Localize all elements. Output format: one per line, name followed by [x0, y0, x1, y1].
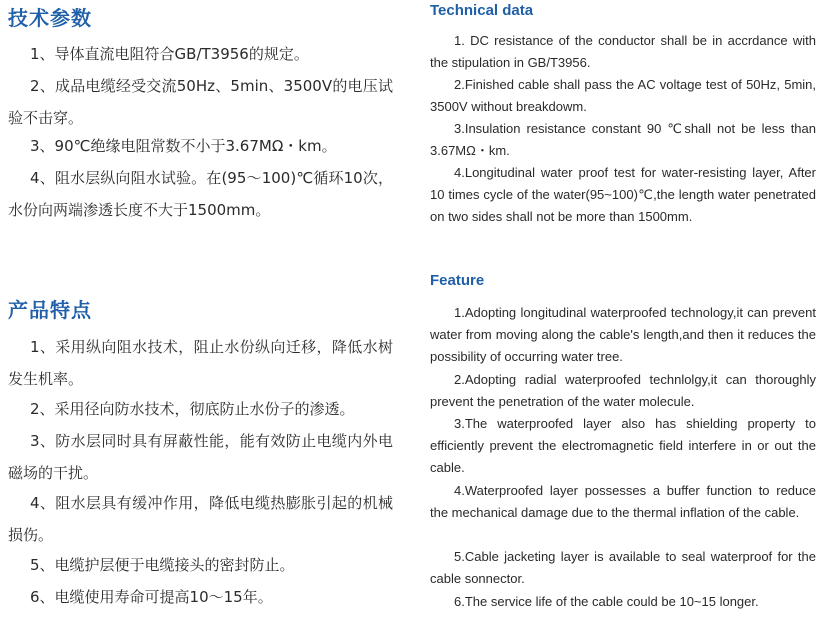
feature-item-cn: 1、采用纵向阻水技术，阻止水份纵向迁移，降低水树发生机率。 [8, 338, 393, 388]
technical-data-item-en: 4.Longitudinal water proof test for water-resisting layer, After 10 times cycle of the water(95~100)℃,the length water penetrated on two sides shall not be more than 1500mm. [430, 165, 816, 225]
feature-item-en: 6.The service life of the cable could be 10~15 longer. [454, 594, 759, 609]
technical-data-item-en: 2.Finished cable shall pass the AC voltage test of 50Hz, 5min, 3500V without breakdowm. [430, 77, 816, 115]
technical-param-item-cn: 2、成品电缆经受交流50Hz、5min、3500V的电压试验不击穿。 [8, 77, 393, 127]
technical-param-item-cn: 1、导体直流电阻符合GB/T3956的规定。 [30, 45, 309, 63]
feature-item-en: 3.The waterproofed layer also has shielding property to efficiently prevent the electromagnetic field interfere in or out the cable. [430, 416, 816, 476]
product-features-title-cn: 产品特点 [8, 298, 92, 322]
technical-param-item-cn: 3、90℃绝缘电阻常数不小于3.67MΩ・km。 [30, 137, 337, 155]
technical-params-title-cn: 技术参数 [8, 6, 92, 30]
feature-item-en: 1.Adopting longitudinal waterproofed technology,it can prevent water from moving along the cable's length,and then it reduces the possibility of occurring water tree. [430, 305, 816, 365]
feature-item-cn: 3、防水层同时具有屏蔽性能，能有效防止电缆内外电磁场的干扰。 [8, 432, 393, 482]
feature-item-cn: 4、阻水层具有缓冲作用，降低电缆热膨胀引起的机械损伤。 [8, 494, 393, 544]
feature-item-cn: 2、采用径向防水技术，彻底防止水份子的渗透。 [30, 400, 355, 418]
technical-data-item-en: 1. DC resistance of the conductor shall be in accrdance with the stipulation in GB/T3956. [430, 33, 816, 71]
feature-item-en: 4.Waterproofed layer possesses a buffer function to reduce the mechanical damage due to the thermal inflation of the cable. [430, 483, 816, 521]
feature-item-en: 5.Cable jacketing layer is available to seal waterproof for the cable sonnector. [430, 549, 816, 587]
feature-item-en: 2.Adopting radial waterproofed technlolgy,it can thoroughly prevent the penetration of the water molecule. [430, 372, 816, 410]
feature-item-cn: 5、电缆护层便于电缆接头的密封防止。 [30, 556, 295, 574]
feature-title-en: Feature [430, 272, 485, 289]
technical-param-item-cn: 4、阻水层纵向阻水试验。在(95～100)℃循环10次，水份向两端渗透长度不大于1500mm。 [8, 169, 393, 219]
technical-data-title-en: Technical data [430, 2, 534, 19]
technical-data-item-en: 3.Insulation resistance constant 90 ℃shall not be less than 3.67MΩ・km. [430, 121, 816, 159]
feature-item-cn: 6、电缆使用寿命可提高10～15年。 [30, 588, 273, 606]
